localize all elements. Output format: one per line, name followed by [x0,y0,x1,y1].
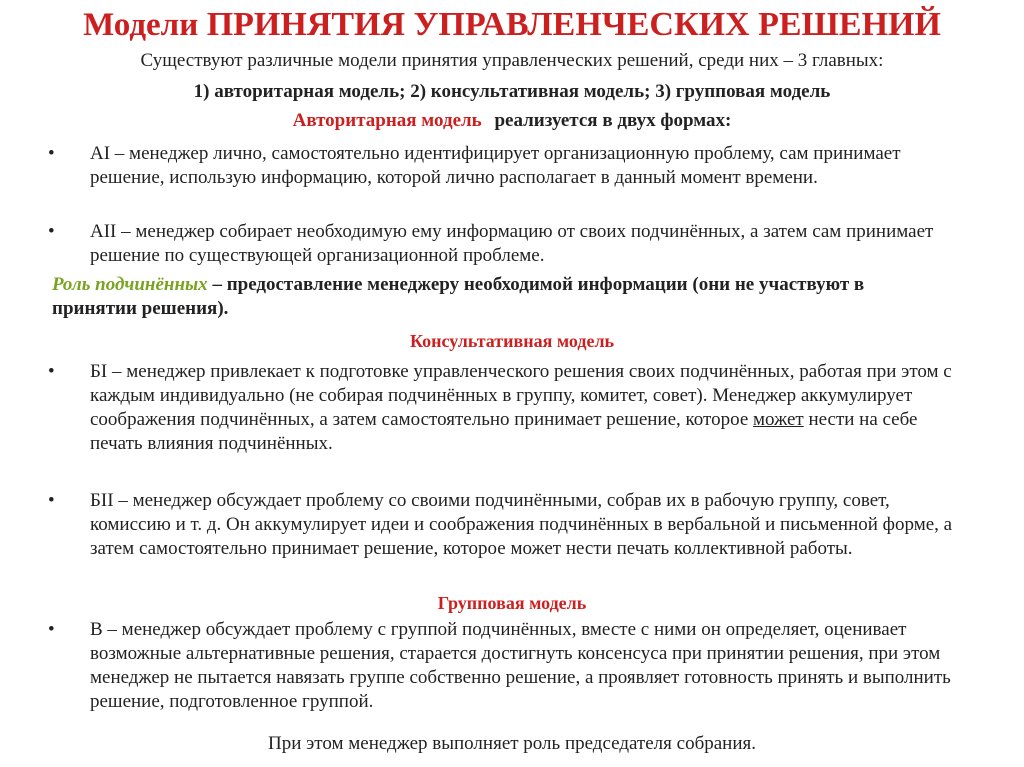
bullet-marker: • [48,361,55,382]
bullet-bi-text: БI – менеджер привлекает к подготовке управленческого решения своих подчинённых, работая при этом с каждым индивидуально (не собирая подчинённых в группу, комитет, совет). Менеджер аккумулирует соображения подчинённых, а затем самостоятельно принимает решение, которое [90,361,952,430]
group-heading: Групповая модель [437,593,587,613]
title-part-2: ПРИНЯТИЯ УПРАВЛЕНЧЕСКИХ РЕШЕНИЙ [206,6,941,43]
bullet-aii: AII – менеджер собирает необходимую ему информацию от своих подчинённых, а затем сам принимает решение по существующей организационной проблеме. [90,221,934,266]
authoritarian-heading-rest: реализуется в двух формах: [494,110,732,131]
bullet-bi-underlined: может [753,409,804,430]
role-text: – предоставление менеджеру необходимой информации (они не участвуют в принятии решения). [52,274,865,319]
bullet-bi-text-end: нести на себе печать влияния подчинённых. [90,409,918,454]
bullet-marker: • [48,221,55,242]
bullet-marker: • [48,143,55,164]
bullet-bi [90,360,970,456]
title-part-1: Модели [83,7,199,43]
bullet-group: В – менеджер обсуждает проблему с группой подчинённых, вместе с ними он определяет, оценивает возможные альтернативные решения, старается достигнуть консенсуса при принятии решения, при этом менеджер не пытается навязать группе собственно решение, а проявляет готовность принять и выполнить решение, подготовленное группой. [90,619,951,712]
closing-text: При этом менеджер выполняет роль председателя собрания. [267,733,756,754]
bullet-marker: • [48,490,55,511]
page-title [0,6,1024,44]
bullet-ai: AI – менеджер лично, самостоятельно идентифицирует организационную проблему, сам принимает решение, использую информацию, которой лично располагает в данный момент времени. [90,143,901,188]
bullet-marker: • [48,619,55,640]
bullet-bii: БII – менеджер обсуждает проблему со своими подчинёнными, собрав их в рабочую группу, совет, комиссию и т. д. Он аккумулирует идеи и соображения подчинённых в вербальной и письменной форме, а затем самостоятельно принимает решение, которое может нести печать коллективной работы. [90,490,953,559]
authoritarian-heading [0,110,1024,132]
authoritarian-heading-red: Авторитарная модель [292,110,482,131]
role-paragraph [52,273,932,321]
role-label: Роль подчинённых [52,274,208,295]
models-list: 1) авторитарная модель; 2) консультативная модель; 3) групповая модель [193,81,831,102]
consultative-heading: Консультативная модель [409,331,615,351]
intro-text: Существуют различные модели принятия управленческих решений, среди них – 3 главных: [140,50,884,71]
